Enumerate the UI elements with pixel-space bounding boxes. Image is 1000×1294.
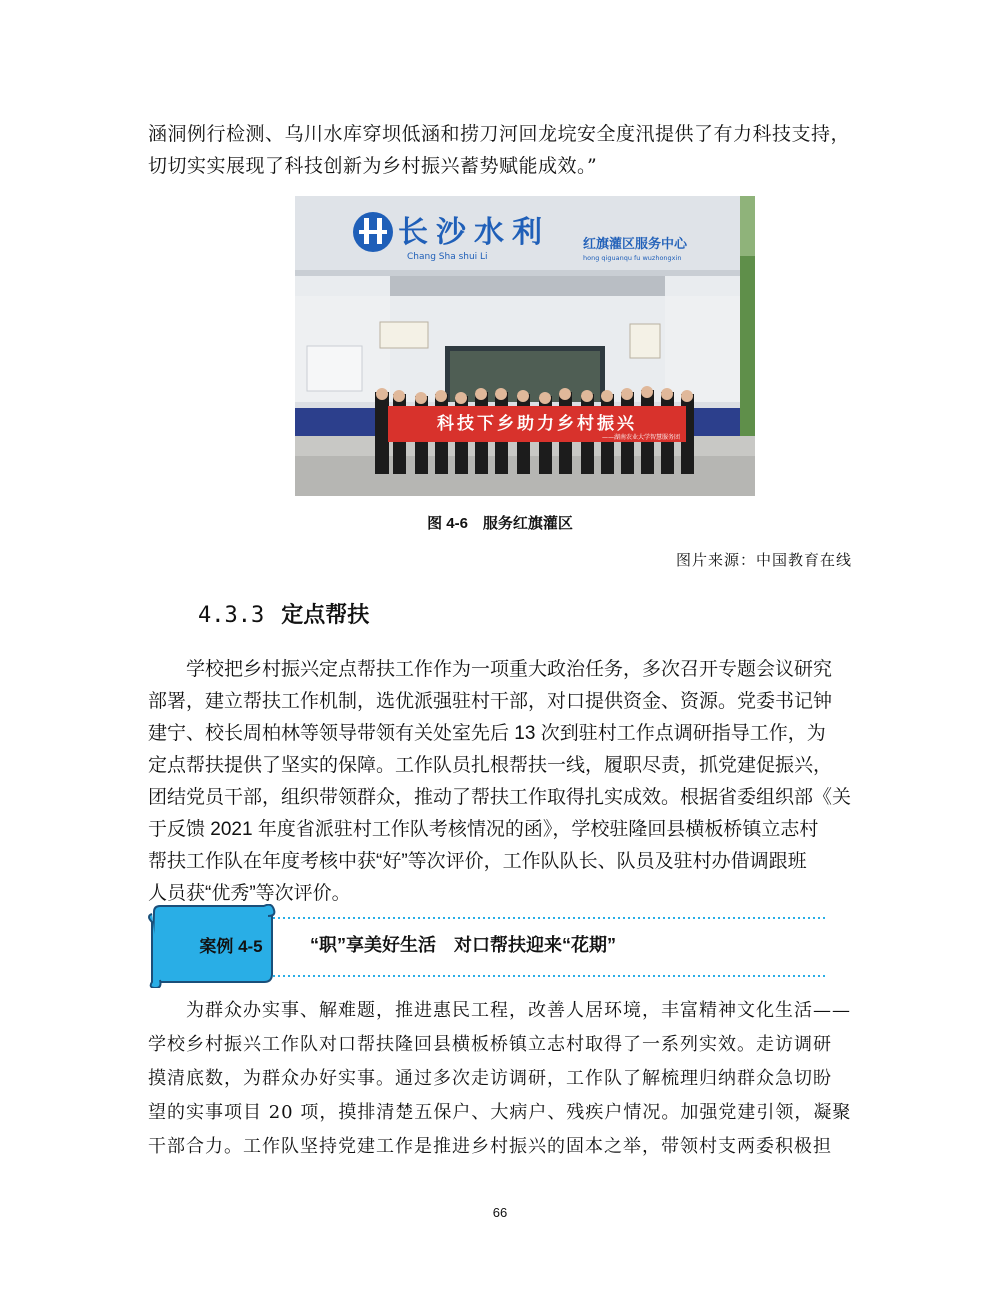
section-heading [198, 598, 369, 629]
case-title: “职”享美好生活 对口帮扶迎来“花期” [310, 935, 616, 955]
body-line: 于反馈 2021 年度省派驻村工作队考核情况的函》，学校驻隆回县横板桥镇立志村 [148, 819, 819, 840]
case-line: 摸清底数，为群众办好实事。通过多次走访调研，工作队了解梳理归纳群众急切盼 [148, 1068, 832, 1089]
body-line: 团结党员干部，组织带领群众，推动了帮扶工作取得扎实成效。根据省委组织部《关 [148, 787, 852, 808]
section-number: 4.3.3 [198, 603, 265, 628]
case-banner [148, 904, 828, 988]
intro-line: 涵洞例行检测、乌川水库穿坝低涵和捞刀河回龙垸安全度汛提供了有力科技支持， [148, 123, 851, 145]
body-line: 建宁、校长周柏林等领导带领有关处室先后 13 次到驻村工作点调研指导工作，为 [148, 723, 826, 744]
figure-caption: 图 4-6 服务红旗灌区 [427, 515, 573, 532]
case-line: 学校乡村振兴工作队对口帮扶隆回县横板桥镇立志村取得了一系列实效。走访调研 [148, 1034, 832, 1055]
case-line: 望的实事项目 20 项，摸排清楚五保户、大病户、残疾户情况。加强党建引领，凝聚 [148, 1102, 852, 1123]
case-line: 干部合力。工作队坚持党建工作是推进乡村振兴的固本之举，带领村支两委积极担 [148, 1136, 832, 1157]
body-paragraph [148, 654, 860, 910]
page-number: 66 [492, 1205, 508, 1220]
sign-sub-pinyin: hong qiguanqu fu wuzhongxin [583, 254, 682, 262]
body-line: 定点帮扶提供了坚实的保障。工作队员扎根帮扶一线，履职尽责，抓党建促振兴， [148, 755, 833, 776]
figure-photo [295, 196, 755, 496]
sign-sub-text: 红旗灌区服务中心 [583, 237, 688, 252]
banner-text: 科技下乡助力乡村振兴 [437, 414, 637, 434]
figure-source: 图片来源：中国教育在线 [675, 551, 852, 569]
section-title: 定点帮扶 [281, 602, 370, 627]
case-line: 为群众办实事、解难题，推进惠民工程，改善人居环境，丰富精神文化生活—— [186, 1000, 851, 1021]
body-line: 人员获“优秀”等次评价。 [148, 883, 351, 904]
body-line: 部署，建立帮扶工作机制，选优派强驻村干部，对口提供资金、资源。党委书记钟 [148, 691, 833, 712]
case-label: 案例 4-5 [199, 937, 263, 956]
case-paragraph [148, 994, 860, 1164]
sign-pinyin-text: Chang Sha shui Li [407, 252, 488, 262]
sign-main-text: 长沙水利 [398, 215, 550, 250]
body-line: 学校把乡村振兴定点帮扶工作作为一项重大政治任务，多次召开专题会议研究 [186, 659, 833, 680]
banner-subtext: ——湖南农业大学智慧服务团 [601, 434, 680, 441]
body-line: 帮扶工作队在年度考核中获“好”等次评价，工作队队长、队员及驻村办借调跟班 [148, 851, 807, 872]
intro-paragraph [148, 118, 860, 182]
intro-line: 切切实实展现了科技创新为乡村振兴蓄势赋能成效。” [148, 155, 598, 177]
